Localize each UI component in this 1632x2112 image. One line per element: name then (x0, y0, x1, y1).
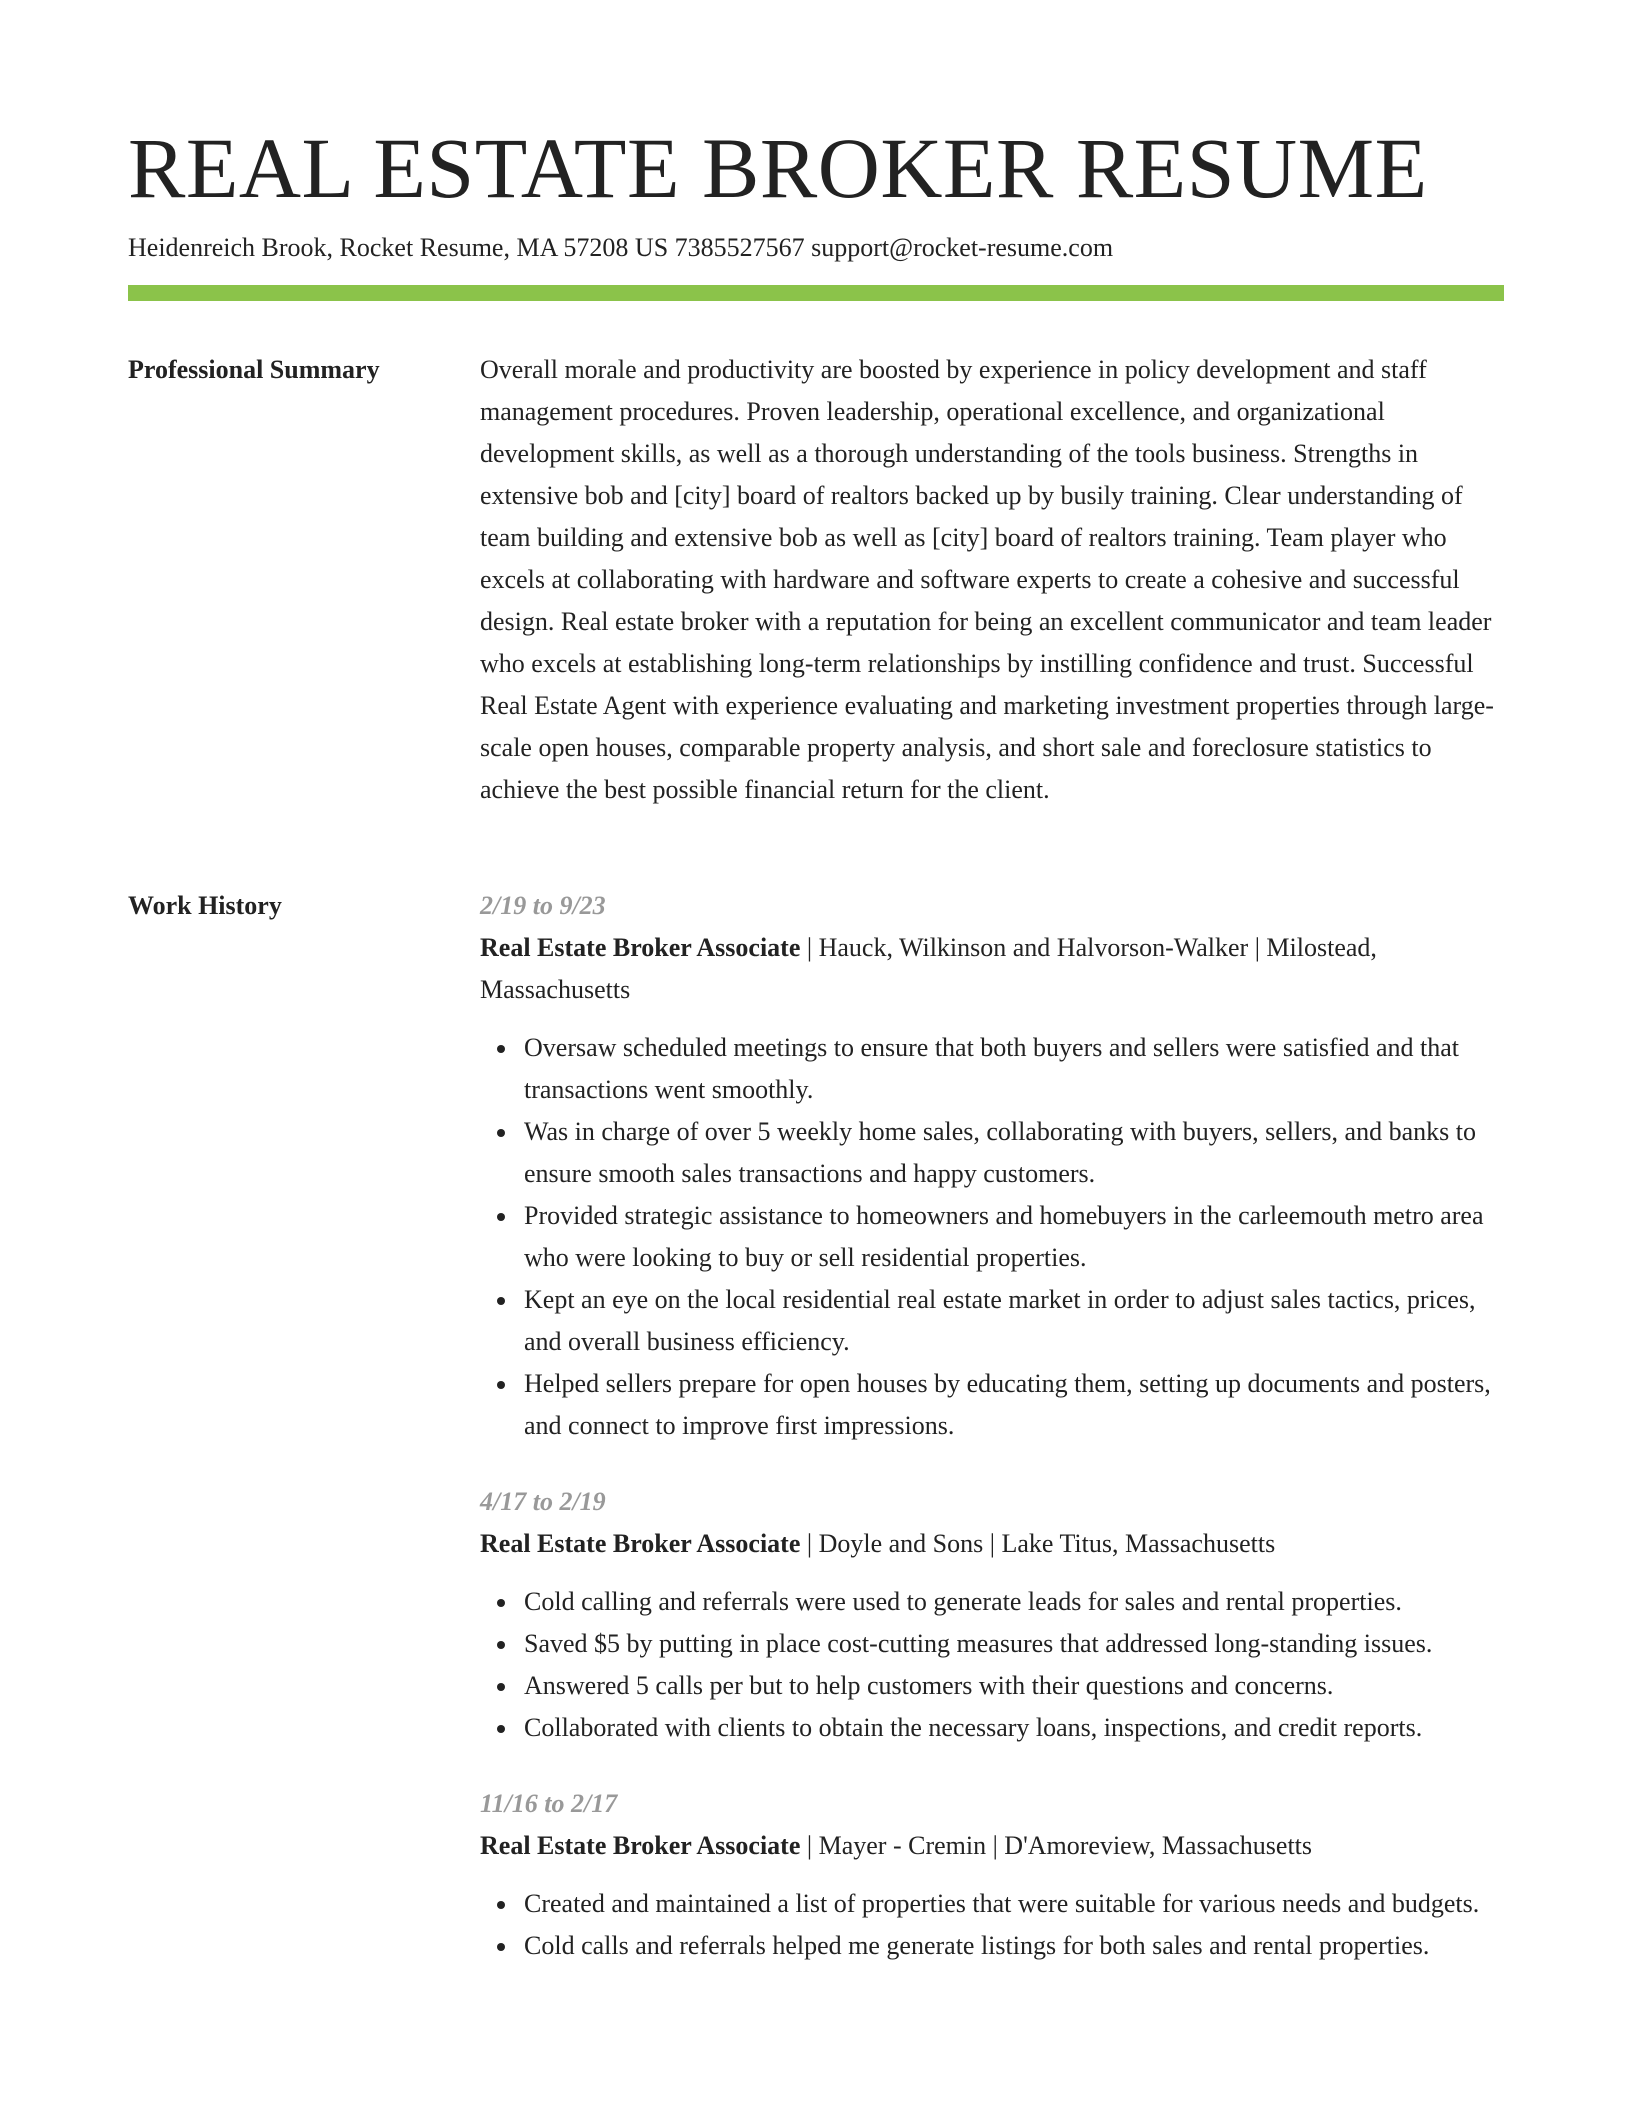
job-bullet: Provided strategic assistance to homeowners and homebuyers in the carleemouth metro area who were looking to buy or sell residential properties. (524, 1195, 1504, 1279)
job-bullet: Was in charge of over 5 weekly home sales, collaborating with buyers, sellers, and banks to ensure smooth sales transactions and happy customers. (524, 1111, 1504, 1195)
job-entry (480, 1783, 1504, 1967)
job-title: Real Estate Broker Associate (480, 933, 801, 962)
contact-line: Heidenreich Brook, Rocket Resume, MA 57208 US 7385527567 support@rocket-resume.com (128, 233, 1114, 262)
job-bullet: Saved $5 by putting in place cost-cutting measures that addressed long-standing issues. (524, 1623, 1504, 1665)
job-bullet-list (480, 1883, 1504, 1967)
job-bullet-list (480, 1581, 1504, 1749)
job-entry (480, 1481, 1504, 1749)
summary-text: Overall morale and productivity are boosted by experience in policy development and staff management procedures. Proven leadership, operational excellence, and organizational development skills, as well as a thorough understanding of the tools business. Strengths in extensive bob and [city] board of realtors backed up by busily training. Clear understanding of team building and extensive bob as well as [city] board of realtors training. Team player who excels at collaborating with hardware and software experts to create a cohesive and successful design. Real estate broker with a reputation for being an excellent communicator and team leader who excels at establishing long-term relationships by instilling confidence and trust. Successful Real Estate Agent with experience evaluating and marketing investment properties through large-scale open houses, comparable property analysis, and short sale and foreclosure statistics to achieve the best possible financial return for the client. (480, 355, 1494, 804)
section-label-summary: Professional Summary (128, 355, 380, 384)
job-bullet: Collaborated with clients to obtain the necessary loans, inspections, and credit reports. (524, 1707, 1504, 1749)
section-label-work-history: Work History (128, 891, 282, 920)
job-bullet: Created and maintained a list of properties that were suitable for various needs and budgets. (524, 1883, 1504, 1925)
resume-title: REAL ESTATE BROKER RESUME (128, 120, 1428, 216)
job-dates: 4/17 to 2/19 (480, 1487, 606, 1516)
job-heading (480, 927, 1504, 1011)
job-dates: 2/19 to 9/23 (480, 891, 606, 920)
job-heading (480, 1825, 1504, 1867)
job-title: Real Estate Broker Associate (480, 1831, 801, 1860)
job-bullet: Helped sellers prepare for open houses by educating them, setting up documents and posters, and connect to improve first impressions. (524, 1363, 1504, 1447)
job-bullet: Cold calls and referrals helped me generate listings for both sales and rental properties. (524, 1925, 1504, 1967)
job-heading (480, 1523, 1504, 1565)
job-bullet: Cold calling and referrals were used to generate leads for sales and rental properties. (524, 1581, 1504, 1623)
job-details: | Doyle and Sons | Lake Titus, Massachusetts (800, 1529, 1276, 1558)
job-dates: 11/16 to 2/17 (480, 1789, 618, 1818)
summary-body (480, 349, 1504, 811)
job-bullet: Kept an eye on the local residential real estate market in order to adjust sales tactics, prices, and overall business efficiency. (524, 1279, 1504, 1363)
job-bullet-list (480, 1027, 1504, 1447)
job-title: Real Estate Broker Associate (480, 1529, 801, 1558)
job-entry (480, 885, 1504, 1447)
job-bullet: Oversaw scheduled meetings to ensure that both buyers and sellers were satisfied and that transactions went smoothly. (524, 1027, 1504, 1111)
job-details: | Hauck, Wilkinson and Halvorson-Walker | Milostead, Massachusetts (480, 933, 1377, 1004)
job-bullet: Answered 5 calls per but to help customers with their questions and concerns. (524, 1665, 1504, 1707)
job-details: | Mayer - Cremin | D'Amoreview, Massachusetts (800, 1831, 1313, 1860)
accent-divider (128, 285, 1504, 301)
work-history-body (480, 885, 1504, 2001)
